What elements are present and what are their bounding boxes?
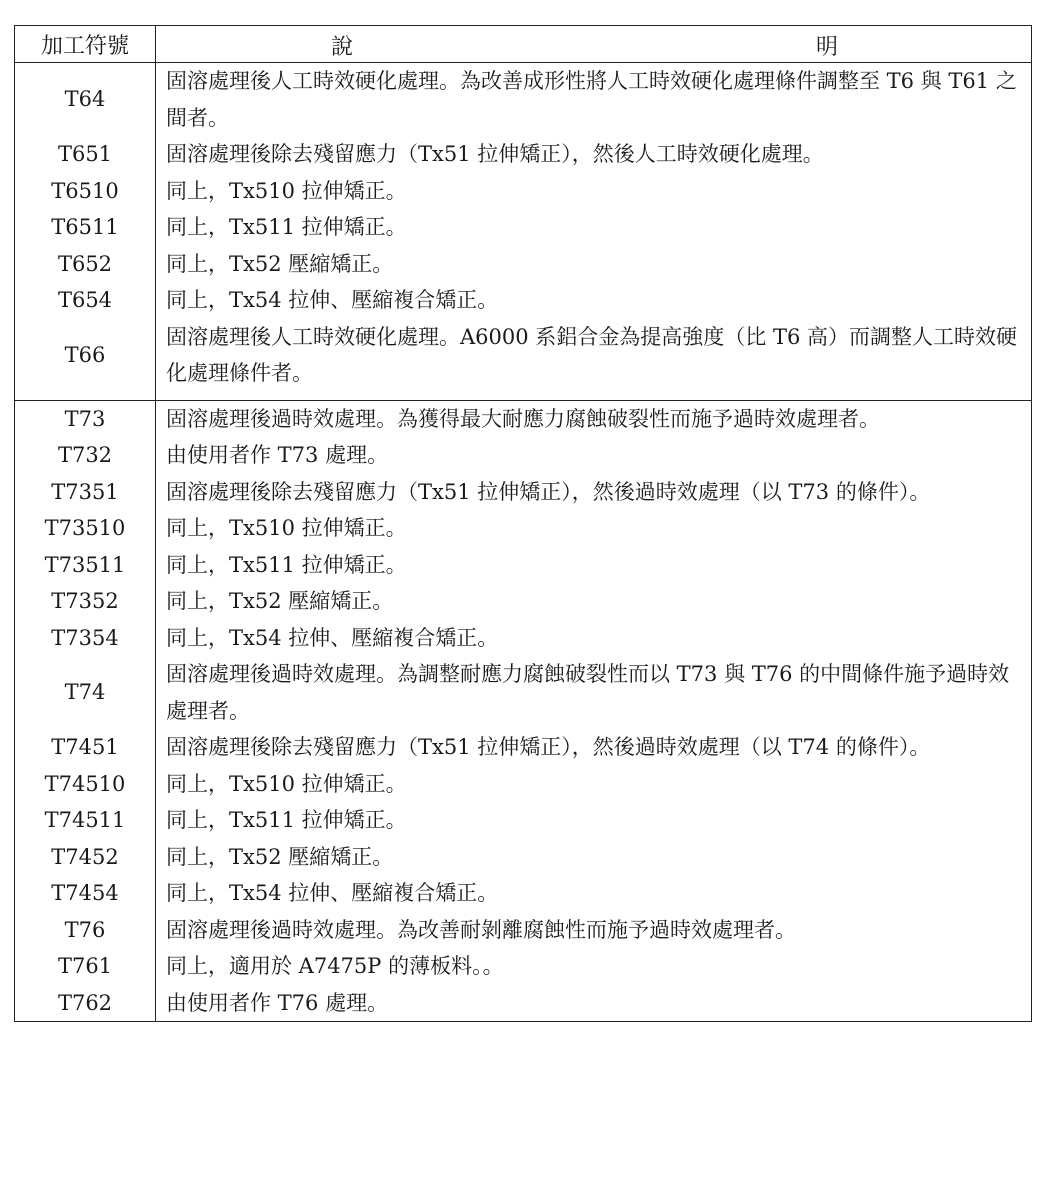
spacer-cell: [15, 392, 156, 401]
cell-code: T761: [15, 948, 156, 985]
cell-code: T651: [15, 136, 156, 173]
table-row: [15, 729, 1032, 766]
cell-description: 固溶處理後人工時效硬化處理。A6000 系鋁合金為提高強度（比 T6 高）而調整人工時效硬化處理條件者。: [156, 319, 1032, 392]
table-row: [15, 400, 1032, 437]
table-body: [15, 63, 1032, 1022]
header-desc-left: 說: [331, 35, 354, 60]
cell-code: T73510: [15, 510, 156, 547]
cell-description: 固溶處理後過時效處理。為調整耐應力腐蝕破裂性而以 T73 與 T76 的中間條件施予過時效處理者。: [156, 656, 1032, 729]
header-code: 加工符號: [15, 26, 156, 63]
cell-code: T6511: [15, 209, 156, 246]
table-row: [15, 620, 1032, 657]
table-row: [15, 656, 1032, 729]
cell-code: T7354: [15, 620, 156, 657]
cell-description: 同上，Tx52 壓縮矯正。: [156, 246, 1032, 283]
cell-description: 同上，適用於 A7475P 的薄板料。。: [156, 948, 1032, 985]
cell-description: 同上，Tx54 拉伸、壓縮複合矯正。: [156, 282, 1032, 319]
cell-description: 同上，Tx54 拉伸、壓縮複合矯正。: [156, 875, 1032, 912]
cell-code: T7351: [15, 474, 156, 511]
table-row: [15, 802, 1032, 839]
temper-designation-table: [14, 25, 1032, 1022]
spacer-cell: [156, 392, 1032, 401]
table-row: [15, 437, 1032, 474]
table-row: [15, 948, 1032, 985]
table-row: [15, 173, 1032, 210]
cell-code: T732: [15, 437, 156, 474]
cell-description: 同上，Tx511 拉伸矯正。: [156, 547, 1032, 584]
cell-description: 同上，Tx510 拉伸矯正。: [156, 766, 1032, 803]
cell-description: 同上，Tx510 拉伸矯正。: [156, 173, 1032, 210]
table-row: [15, 246, 1032, 283]
cell-code: T74: [15, 656, 156, 729]
cell-description: 固溶處理後過時效處理。為獲得最大耐應力腐蝕破裂性而施予過時效處理者。: [156, 400, 1032, 437]
table-header: [15, 26, 1032, 63]
table-row: [15, 547, 1032, 584]
cell-description: 同上，Tx54 拉伸、壓縮複合矯正。: [156, 620, 1032, 657]
table-row: [15, 839, 1032, 876]
cell-code: T7454: [15, 875, 156, 912]
cell-code: T6510: [15, 173, 156, 210]
cell-description: 同上，Tx52 壓縮矯正。: [156, 839, 1032, 876]
cell-description: 由使用者作 T76 處理。: [156, 985, 1032, 1022]
cell-code: T7352: [15, 583, 156, 620]
cell-code: T7451: [15, 729, 156, 766]
cell-code: T66: [15, 319, 156, 392]
table-row: [15, 510, 1032, 547]
header-desc-right: 明: [816, 35, 839, 60]
cell-code: T74510: [15, 766, 156, 803]
table-row: [15, 912, 1032, 949]
cell-description: 同上，Tx511 拉伸矯正。: [156, 209, 1032, 246]
cell-code: T73: [15, 400, 156, 437]
cell-description: 由使用者作 T73 處理。: [156, 437, 1032, 474]
table-row: [15, 282, 1032, 319]
cell-code: T74511: [15, 802, 156, 839]
table-row: [15, 319, 1032, 392]
cell-code: T76: [15, 912, 156, 949]
table-row: [15, 136, 1032, 173]
cell-description: 固溶處理後人工時效硬化處理。為改善成形性將人工時效硬化處理條件調整至 T6 與 T61 之間者。: [156, 63, 1032, 137]
header-row: [15, 26, 1032, 63]
table-row: [15, 583, 1032, 620]
table-row: [15, 209, 1032, 246]
cell-description: 固溶處理後除去殘留應力（Tx51 拉伸矯正），然後過時效處理（以 T74 的條件）。: [156, 729, 1032, 766]
table-row: [15, 766, 1032, 803]
table-row: [15, 63, 1032, 137]
cell-code: T73511: [15, 547, 156, 584]
cell-code: T762: [15, 985, 156, 1022]
cell-description: 固溶處理後除去殘留應力（Tx51 拉伸矯正），然後過時效處理（以 T73 的條件）。: [156, 474, 1032, 511]
header-description: [156, 26, 1032, 63]
cell-code: T64: [15, 63, 156, 137]
cell-description: 同上，Tx52 壓縮矯正。: [156, 583, 1032, 620]
table-row: [15, 875, 1032, 912]
cell-description: 同上，Tx510 拉伸矯正。: [156, 510, 1032, 547]
cell-code: T652: [15, 246, 156, 283]
cell-description: 固溶處理後除去殘留應力（Tx51 拉伸矯正），然後人工時效硬化處理。: [156, 136, 1032, 173]
table-row: [15, 474, 1032, 511]
cell-description: 固溶處理後過時效處理。為改善耐剝離腐蝕性而施予過時效處理者。: [156, 912, 1032, 949]
group-spacer-row: [15, 392, 1032, 401]
table-row: [15, 985, 1032, 1022]
cell-code: T654: [15, 282, 156, 319]
cell-description: 同上，Tx511 拉伸矯正。: [156, 802, 1032, 839]
cell-code: T7452: [15, 839, 156, 876]
